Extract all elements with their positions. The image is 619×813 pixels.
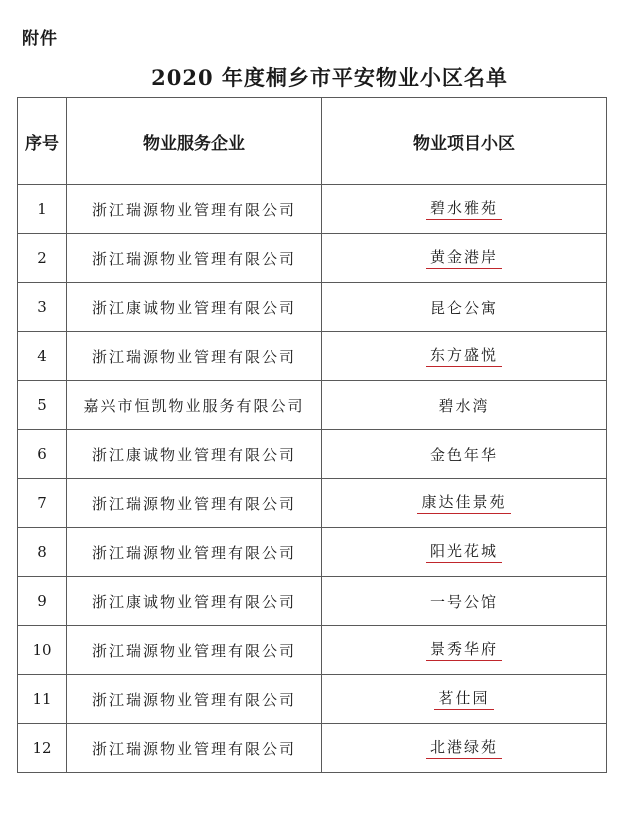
row-number: 3	[18, 283, 67, 332]
row-project-cell	[322, 528, 607, 577]
row-company: 浙江康诚物业管理有限公司	[67, 430, 322, 479]
row-number: 2	[18, 234, 67, 283]
document-title: 2020 年度桐乡市平安物业小区名单	[151, 65, 508, 90]
row-project: 景秀华府	[426, 642, 502, 661]
table-row	[18, 332, 607, 381]
row-project-cell	[322, 479, 607, 528]
row-project-cell	[322, 724, 607, 773]
row-company: 浙江瑞源物业管理有限公司	[67, 675, 322, 724]
row-project: 碧水雅苑	[426, 201, 502, 220]
row-number: 7	[18, 479, 67, 528]
row-project-cell	[322, 675, 607, 724]
row-project: 茗仕园	[434, 691, 493, 710]
row-project-cell	[322, 577, 607, 626]
header-number: 序号	[18, 98, 67, 185]
row-project-cell	[322, 283, 607, 332]
attachment-label: 附件	[22, 29, 58, 49]
header-company: 物业服务企业	[67, 98, 322, 185]
row-company: 浙江康诚物业管理有限公司	[67, 283, 322, 332]
row-company: 浙江瑞源物业管理有限公司	[67, 234, 322, 283]
row-project: 昆仑公寓	[429, 298, 498, 317]
row-project: 康达佳景苑	[417, 495, 510, 514]
table-row	[18, 577, 607, 626]
row-number: 8	[18, 528, 67, 577]
row-project: 东方盛悦	[426, 348, 502, 367]
row-project: 阳光花城	[426, 544, 502, 563]
row-number: 4	[18, 332, 67, 381]
row-company: 浙江瑞源物业管理有限公司	[67, 332, 322, 381]
row-company: 嘉兴市恒凯物业服务有限公司	[67, 381, 322, 430]
table-row	[18, 528, 607, 577]
table-row	[18, 381, 607, 430]
row-number: 11	[18, 675, 67, 724]
table-row	[18, 234, 607, 283]
table-row	[18, 283, 607, 332]
row-number: 5	[18, 381, 67, 430]
row-company: 浙江瑞源物业管理有限公司	[67, 185, 322, 234]
row-project: 黄金港岸	[426, 250, 502, 269]
row-project: 碧水湾	[438, 396, 490, 415]
table-row	[18, 675, 607, 724]
row-number: 10	[18, 626, 67, 675]
row-project: 北港绿苑	[426, 740, 502, 759]
row-project-cell	[322, 626, 607, 675]
table-row	[18, 185, 607, 234]
row-project: 金色年华	[429, 445, 498, 464]
row-company: 浙江瑞源物业管理有限公司	[67, 626, 322, 675]
row-number: 1	[18, 185, 67, 234]
row-company: 浙江康诚物业管理有限公司	[67, 577, 322, 626]
row-company: 浙江瑞源物业管理有限公司	[67, 724, 322, 773]
row-project-cell	[322, 185, 607, 234]
row-project-cell	[322, 381, 607, 430]
row-number: 6	[18, 430, 67, 479]
table-row	[18, 724, 607, 773]
property-list-table	[17, 97, 607, 773]
row-project-cell	[322, 430, 607, 479]
table-row	[18, 479, 607, 528]
table-header-row	[18, 98, 607, 185]
table-row	[18, 626, 607, 675]
row-project: 一号公馆	[429, 592, 498, 611]
row-number: 9	[18, 577, 67, 626]
row-number: 12	[18, 724, 67, 773]
row-project-cell	[322, 234, 607, 283]
row-company: 浙江瑞源物业管理有限公司	[67, 479, 322, 528]
header-project: 物业项目小区	[322, 98, 607, 185]
row-company: 浙江瑞源物业管理有限公司	[67, 528, 322, 577]
row-project-cell	[322, 332, 607, 381]
table-row	[18, 430, 607, 479]
